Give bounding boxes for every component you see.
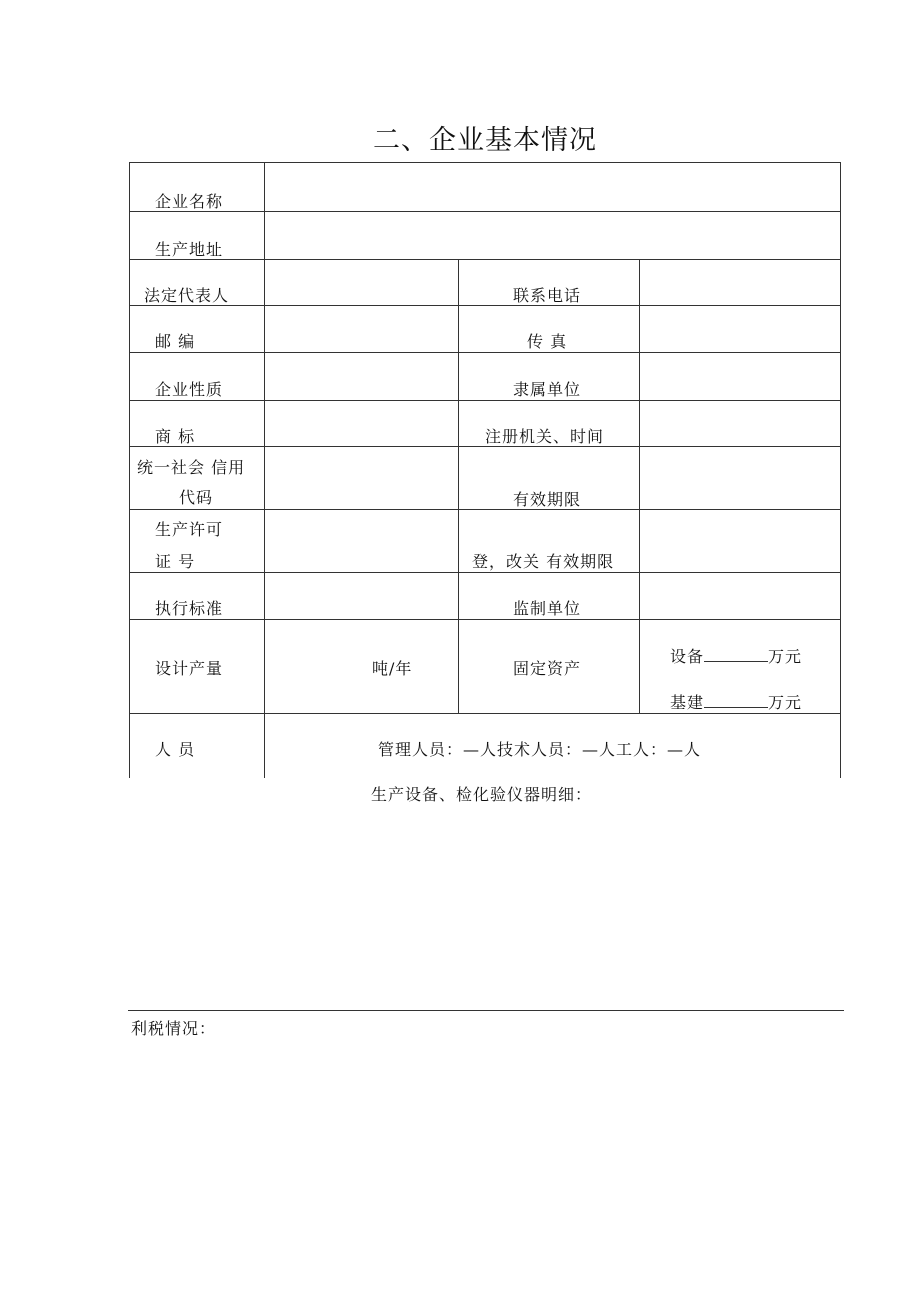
row-line xyxy=(129,509,841,510)
label-credit-code-line2: 代码 xyxy=(179,488,214,507)
construction-value-line xyxy=(670,690,802,713)
label-license-line1: 生产许可 xyxy=(155,520,224,539)
label-license-line2: 证 号 xyxy=(155,552,196,571)
label-phone: 联系电话 xyxy=(513,286,582,305)
table-border-right xyxy=(840,162,841,778)
row-line xyxy=(129,619,841,620)
equipment-unit: 万元 xyxy=(768,647,803,666)
capacity-unit: 吨/年 xyxy=(372,659,413,678)
row-line xyxy=(129,713,841,714)
label-supervisor: 监制单位 xyxy=(513,599,582,618)
label-affiliation: 隶属单位 xyxy=(513,380,582,399)
label-legal-rep: 法定代表人 xyxy=(144,286,230,305)
label-standard: 执行标准 xyxy=(155,599,224,618)
label-personnel: 人 员 xyxy=(155,740,196,759)
label-address: 生产地址 xyxy=(155,240,224,259)
row-line xyxy=(129,162,841,163)
construction-unit: 万元 xyxy=(768,693,803,712)
equipment-label: 设备 xyxy=(670,647,705,666)
label-postcode: 邮 编 xyxy=(155,332,196,351)
personnel-detail: 管理人员：—人技术人员：—人工人：—人 xyxy=(378,740,702,759)
label-fixed-assets: 固定资产 xyxy=(513,659,582,678)
construction-blank xyxy=(704,693,768,708)
label-column-divider xyxy=(264,162,265,778)
label-fax: 传 真 xyxy=(527,332,568,351)
label-trademark: 商 标 xyxy=(155,427,196,446)
construction-label: 基建 xyxy=(670,693,705,712)
row-line xyxy=(129,211,841,212)
page-title: 二、企业基本情况 xyxy=(373,125,597,156)
middle-divider-b xyxy=(639,259,640,713)
label-nature: 企业性质 xyxy=(155,380,224,399)
tax-label: 利税情况： xyxy=(131,1019,217,1038)
table-border-left xyxy=(129,162,130,778)
equipment-blank xyxy=(704,647,768,662)
equipment-list-label: 生产设备、检化验仪器明细： xyxy=(371,785,593,804)
section-divider xyxy=(128,1010,844,1011)
enterprise-info-table xyxy=(129,162,841,778)
row-line xyxy=(129,352,841,353)
row-line xyxy=(129,259,841,260)
label-capacity: 设计产量 xyxy=(155,659,224,678)
row-line xyxy=(129,572,841,573)
label-registration: 注册机关、时间 xyxy=(485,427,605,446)
row-line xyxy=(129,400,841,401)
label-issuing-validity: 登，改关 有效期限 xyxy=(472,552,615,571)
label-validity: 有效期限 xyxy=(513,490,582,509)
row-line xyxy=(129,305,841,306)
equipment-value-line xyxy=(670,644,802,667)
label-company-name: 企业名称 xyxy=(155,192,224,211)
middle-divider-a xyxy=(458,259,459,713)
label-credit-code-line1: 统一社会 信用 xyxy=(137,458,246,477)
